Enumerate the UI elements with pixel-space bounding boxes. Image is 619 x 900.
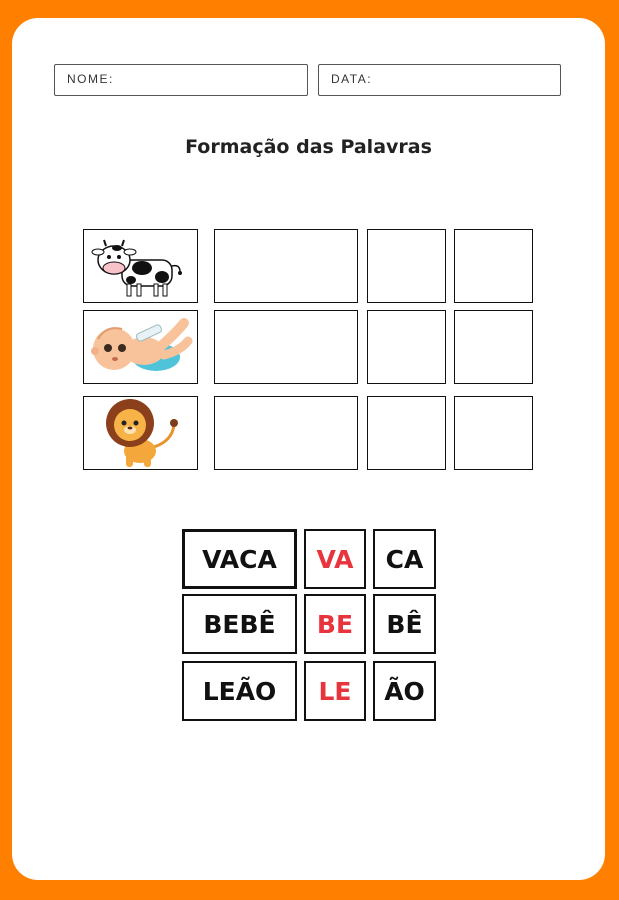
page-title: Formação das Palavras xyxy=(185,136,432,158)
answer-box-syllable2-lion[interactable] xyxy=(454,396,533,470)
syllable-tile-ca[interactable] xyxy=(373,529,436,589)
date-field[interactable] xyxy=(318,64,561,96)
lion-icon xyxy=(84,397,197,469)
syllable-tile-va[interactable] xyxy=(304,529,366,589)
syllable-tile-be-circumflex[interactable] xyxy=(373,594,436,654)
word-tile-leao[interactable] xyxy=(182,661,297,721)
word-tile-bebe[interactable] xyxy=(182,594,297,654)
picture-box-cow xyxy=(83,229,198,303)
picture-box-lion xyxy=(83,396,198,470)
syllable-tile-be[interactable] xyxy=(304,594,366,654)
answer-box-syllable1-baby[interactable] xyxy=(367,310,446,384)
syllable-label: ÃO xyxy=(384,676,425,706)
syllable-label: BÊ xyxy=(386,609,423,639)
answer-box-word-baby[interactable] xyxy=(214,310,358,384)
word-label: BEBÊ xyxy=(203,609,276,639)
syllable-label: BE xyxy=(316,609,354,639)
name-field[interactable] xyxy=(54,64,308,96)
name-label: NOME: xyxy=(67,72,114,86)
worksheet-page xyxy=(12,18,605,880)
syllable-tile-ao[interactable] xyxy=(373,661,436,721)
syllable-label: VA xyxy=(316,544,354,574)
syllable-label: CA xyxy=(385,544,424,574)
word-tile-vaca[interactable] xyxy=(182,529,297,589)
word-label: LEÃO xyxy=(202,676,277,706)
baby-icon xyxy=(84,311,197,383)
answer-box-syllable1-cow[interactable] xyxy=(367,229,446,303)
answer-box-word-cow[interactable] xyxy=(214,229,358,303)
picture-box-baby xyxy=(83,310,198,384)
answer-box-syllable2-cow[interactable] xyxy=(454,229,533,303)
syllable-tile-le[interactable] xyxy=(304,661,366,721)
syllable-label: LE xyxy=(318,676,352,706)
answer-box-syllable1-lion[interactable] xyxy=(367,396,446,470)
cow-icon xyxy=(84,230,197,302)
date-label: DATA: xyxy=(331,72,373,86)
answer-box-word-lion[interactable] xyxy=(214,396,358,470)
answer-box-syllable2-baby[interactable] xyxy=(454,310,533,384)
word-label: VACA xyxy=(202,544,277,574)
